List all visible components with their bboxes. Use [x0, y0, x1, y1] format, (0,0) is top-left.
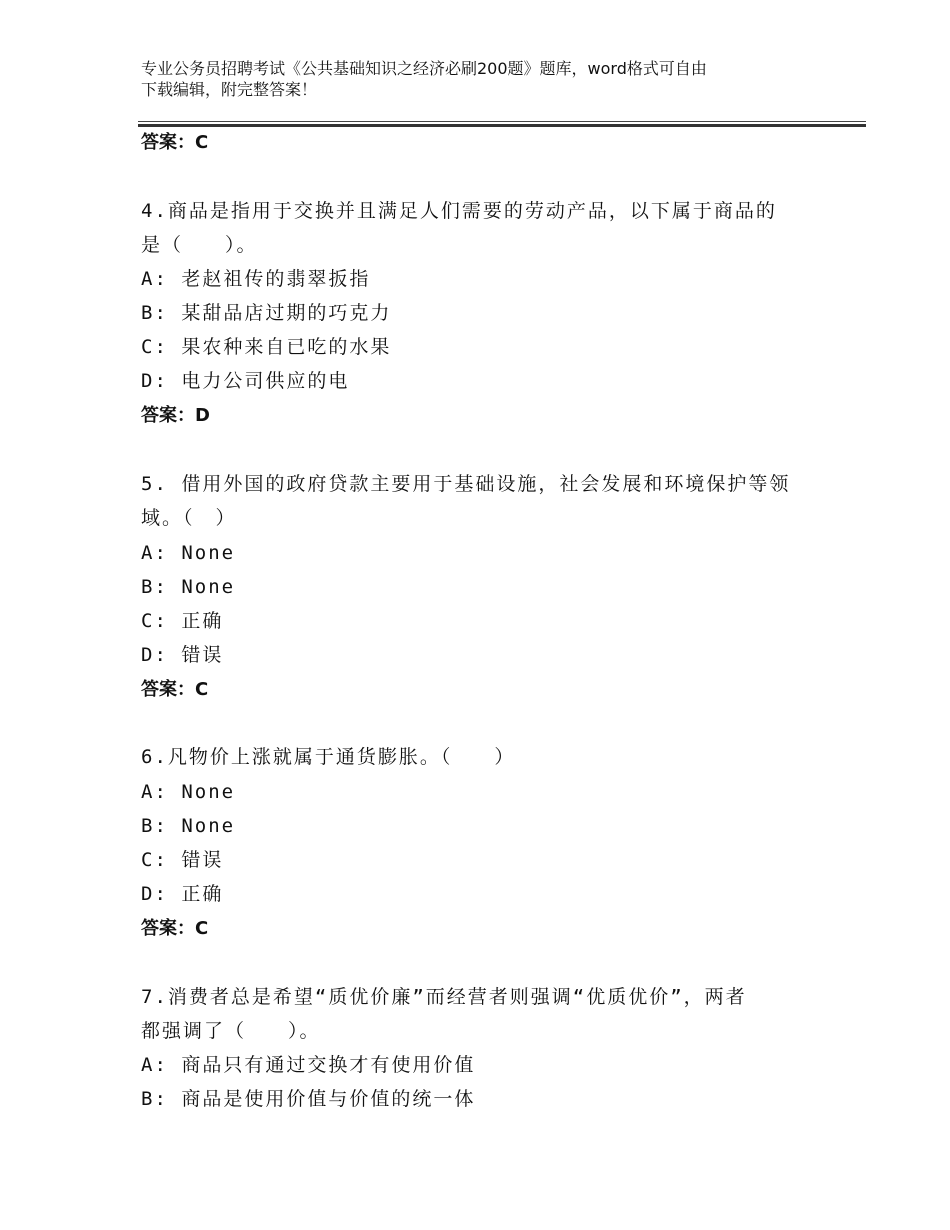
question-4-text-line-2: 是（ ）。	[141, 234, 258, 256]
question-5-text-line-2: 域。（ ）	[141, 507, 237, 529]
question-4-text-line-1: 4.商品是指用于交换并且满足人们需要的劳动产品，以下属于商品的	[141, 200, 777, 222]
question-4-option-c: C: 果农种来自已吃的水果	[141, 336, 392, 358]
question-5-option-c: C: 正确	[141, 610, 224, 632]
question-7-option-b: B: 商品是使用价值与价值的统一体	[141, 1088, 476, 1110]
question-5-option-b: B: None	[141, 576, 236, 598]
question-7-text-line-1: 7.消费者总是希望“质优价廉”而经营者则强调“优质优价”，两者	[141, 986, 747, 1008]
question-5-option-a: A: None	[141, 542, 236, 564]
question-6-option-d: D: 正确	[141, 883, 224, 905]
header-divider-thin	[138, 121, 866, 122]
question-6-text-line-1: 6.凡物价上涨就属于通货膨胀。（ ）	[141, 746, 516, 768]
question-5-answer: 答案：C	[141, 679, 209, 700]
question-7-text-line-2: 都强调了（ ）。	[141, 1020, 321, 1042]
question-6-option-b: B: None	[141, 815, 236, 837]
header-line-2: 下载编辑，附完整答案！	[141, 80, 318, 99]
question-7-option-a: A: 商品只有通过交换才有使用价值	[141, 1054, 476, 1076]
question-6-answer: 答案：C	[141, 918, 209, 939]
header-divider-thick	[138, 124, 866, 127]
question-4-option-b: B: 某甜品店过期的巧克力	[141, 302, 392, 324]
answer-line: 答案：C	[141, 132, 209, 153]
document-header	[141, 58, 821, 100]
question-4-option-d: D: 电力公司供应的电	[141, 370, 350, 392]
question-6-option-c: C: 错误	[141, 849, 224, 871]
header-line-1: 专业公务员招聘考试《公共基础知识之经济必刷200题》题库，word格式可自由	[141, 59, 707, 78]
question-5-text-line-1: 5. 借用外国的政府贷款主要用于基础设施，社会发展和环境保护等领	[141, 473, 791, 495]
question-6-option-a: A: None	[141, 781, 236, 803]
question-4-option-a: A: 老赵祖传的翡翠扳指	[141, 268, 371, 290]
question-4-answer: 答案：D	[141, 405, 210, 426]
question-5-option-d: D: 错误	[141, 644, 224, 666]
